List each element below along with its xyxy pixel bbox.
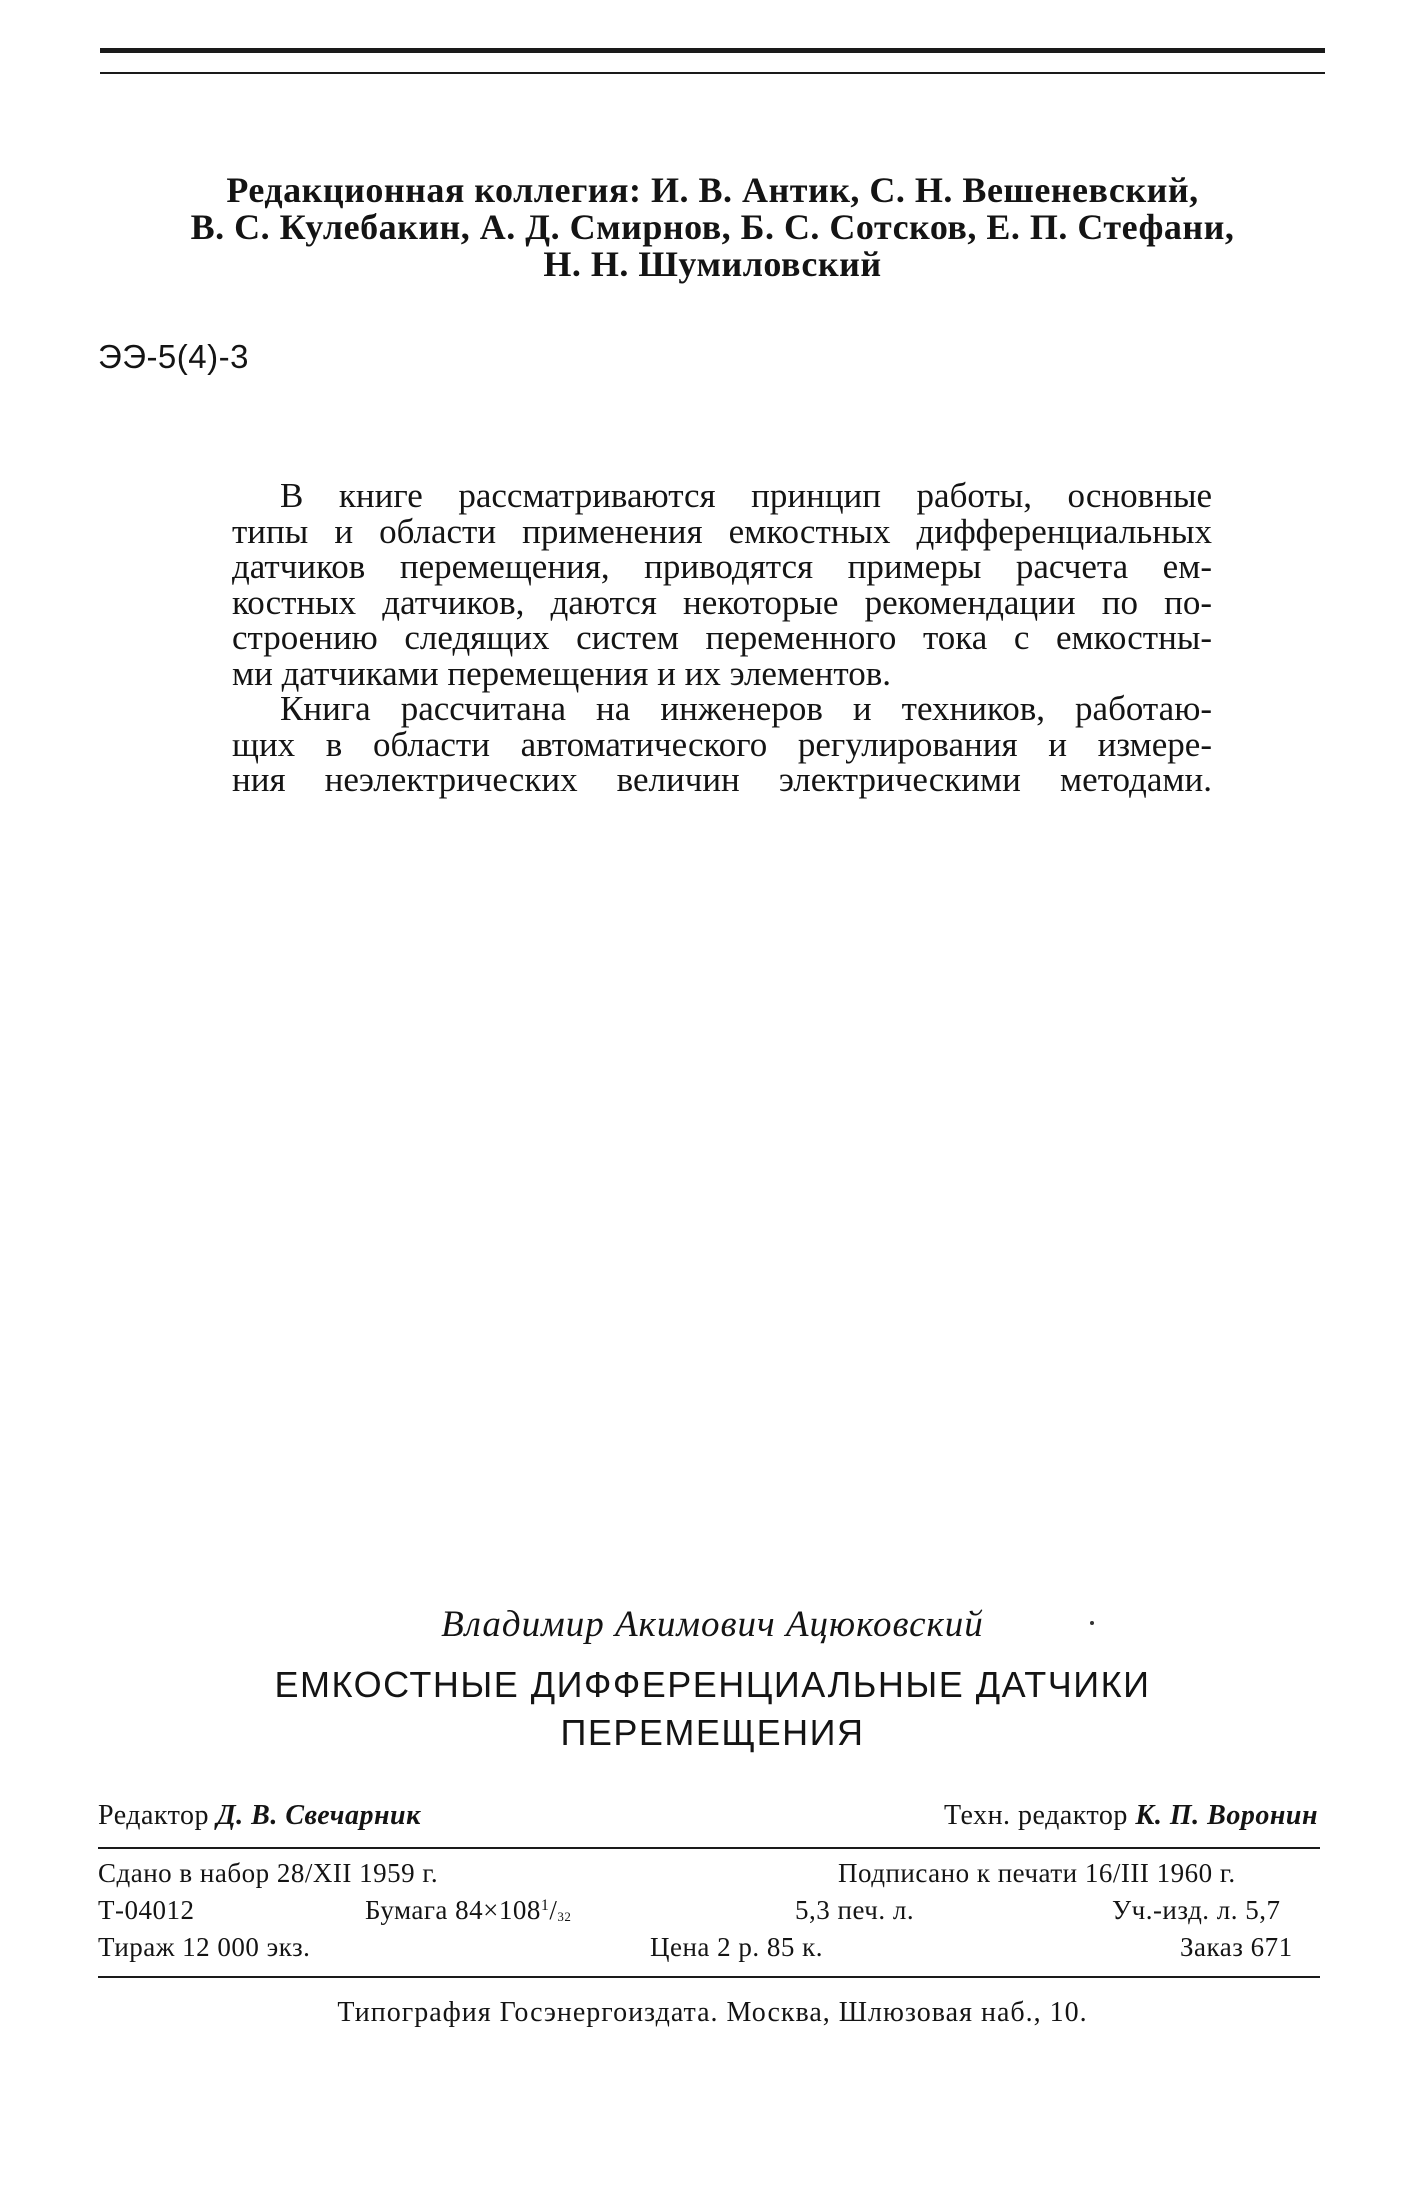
footer-rule	[98, 1976, 1320, 1978]
abstract-line: типы и области применения емкостных дифференциальных	[232, 511, 1212, 551]
paper-format: Бумага $84\times 108^1/_{32}$	[365, 1895, 572, 1925]
top-rule	[100, 48, 1325, 53]
editorial-board-line: Редакционная коллегия: И. В. Антик, С. Н. Вешеневский,	[226, 170, 1199, 210]
editorial-board	[150, 172, 1275, 283]
permit-code: Т-04012	[98, 1895, 195, 1925]
abstract-line: строению следящих систем переменного тока с емкостны-	[232, 618, 1212, 657]
abstract-line: ми датчиками перемещения и их элементов.	[232, 653, 891, 693]
printing-house: Типография Госэнергоиздата. Москва, Шлюзовая наб., 10.	[337, 1997, 1088, 2028]
order-number: Заказ 671	[1180, 1932, 1293, 1962]
abstract	[232, 478, 1212, 798]
editors-row	[98, 1800, 1318, 1832]
editor-name: Д. В. Свечарник	[216, 1800, 421, 1831]
top-rule-thin	[100, 72, 1325, 74]
editor	[98, 1800, 421, 1832]
ink-dot	[1090, 1621, 1094, 1625]
tech-editor	[944, 1800, 1318, 1832]
book-title	[0, 1661, 1425, 1757]
paper-format-text: Бумага 84×108	[365, 1895, 541, 1925]
abstract-line: щих в области автоматического регулирования и измере-	[232, 724, 1212, 764]
price: Цена 2 р. 85 к.	[650, 1932, 824, 1962]
imprint-rule	[98, 1847, 1320, 1849]
submitted-date: Сдано в набор 28/XII 1959 г.	[98, 1858, 439, 1888]
editor-label: Редактор	[98, 1800, 210, 1831]
editorial-board-line: Н. Н. Шумиловский	[543, 244, 882, 284]
abstract-line: костных датчиков, даются некоторые рекомендации по по-	[232, 582, 1212, 622]
classification-code: ЭЭ-5(4)-3	[98, 338, 249, 375]
abstract-line: В книге рассматриваются принцип работы, основные	[280, 476, 1212, 515]
paper-fraction-num: 1	[540, 1897, 550, 1914]
publisher-sheets: Уч.-изд. л. 5,7	[1112, 1895, 1281, 1925]
book-title-line: ЕМКОСТНЫЕ ДИФФЕРЕНЦИАЛЬНЫЕ ДАТЧИКИ	[274, 1664, 1151, 1705]
book-title-line: ПЕРЕМЕЩЕНИЯ	[560, 1712, 865, 1753]
printed-sheets: 5,3 печ. л.	[795, 1895, 915, 1925]
abstract-line: ния неэлектрических величин электрическими методами.	[232, 760, 1212, 799]
editorial-board-line: В. С. Кулебакин, А. Д. Смирнов, Б. С. Сотсков, Е. П. Стефани,	[190, 207, 1235, 247]
tech-editor-name: К. П. Воронин	[1135, 1800, 1318, 1831]
abstract-line: Книга рассчитана на инженеров и техников, работаю-	[280, 689, 1212, 728]
signed-date: Подписано к печати 16/III 1960 г.	[838, 1858, 1236, 1888]
circulation: Тираж 12 000 экз.	[98, 1932, 311, 1962]
tech-editor-label: Техн. редактор	[943, 1800, 1128, 1831]
abstract-line: датчиков перемещения, приводятся примеры расчета ем-	[232, 547, 1212, 586]
paper-fraction-den: 32	[557, 1909, 572, 1924]
author-name: Владимир Акимович Ацюковский	[441, 1604, 984, 1645]
